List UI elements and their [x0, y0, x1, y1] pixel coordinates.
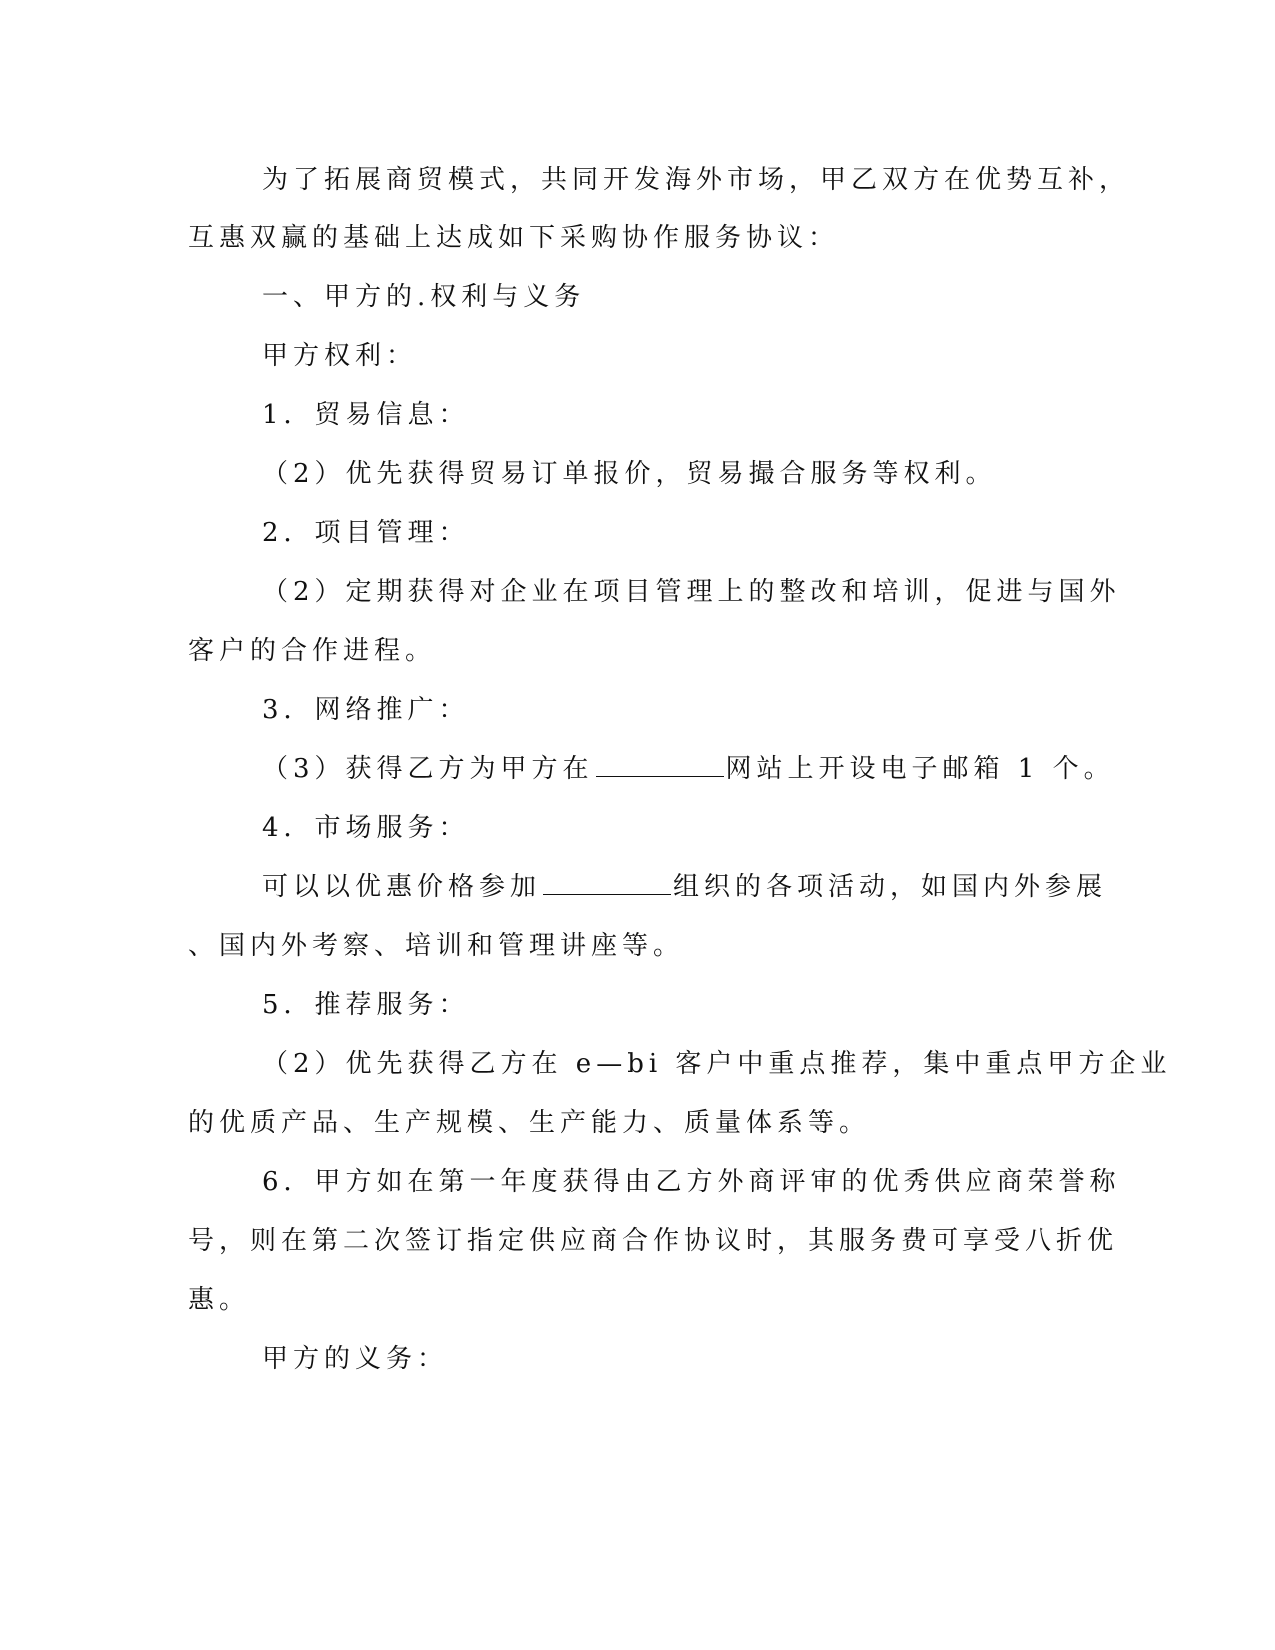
item-market-services: 4．市场服务： [262, 813, 470, 843]
website-blank-field [596, 750, 724, 777]
recommendation-detail-line-2: 的优质产品、生产规模、生产能力、质量体系等。 [188, 1108, 871, 1138]
item-project-management: 2．项目管理： [262, 518, 470, 548]
web-promotion-detail [262, 747, 1162, 791]
trade-info-detail: （2）优先获得贸易订单报价，贸易撮合服务等权利。 [262, 459, 997, 489]
intro-paragraph-line-1: 为了拓展商贸模式，共同开发海外市场，甲乙双方在优势互补， [262, 165, 1131, 195]
intro-paragraph-line-2: 互惠双赢的基础上达成如下采购协作服务协议： [188, 223, 840, 253]
market-line-after: 组织的各项活动，如国内外参展 [673, 872, 1108, 902]
market-line-before: 可以以优惠价格参加 [262, 872, 542, 902]
item-supplier-discount-line-3: 惠。 [188, 1285, 251, 1315]
section-heading-party-a-rights-duties: 一、甲方的.权利与义务 [262, 282, 586, 312]
email-line-before: （3）获得乙方为甲方在 [262, 754, 594, 784]
item-web-promotion: 3．网络推广： [262, 695, 470, 725]
market-services-detail-line-1 [262, 865, 1162, 909]
party-a-rights-heading: 甲方权利： [262, 341, 418, 371]
party-a-duties-heading: 甲方的义务： [262, 1344, 449, 1374]
organizer-blank-field [543, 868, 671, 895]
email-line-after: 网站上开设电子邮箱 1 个。 [725, 754, 1115, 784]
item-supplier-discount-line-1: 6．甲方如在第一年度获得由乙方外商评审的优秀供应商荣誉称 [262, 1167, 1121, 1197]
project-management-detail-line-1: （2）定期获得对企业在项目管理上的整改和培训，促进与国外 [262, 577, 1121, 607]
project-management-detail-line-2: 客户的合作进程。 [188, 636, 437, 666]
item-recommendation-services: 5．推荐服务： [262, 990, 470, 1020]
item-trade-info: 1．贸易信息： [262, 400, 470, 430]
market-services-detail-line-2: 、国内外考察、培训和管理讲座等。 [188, 931, 685, 961]
recommendation-detail-line-1: （2）优先获得乙方在 e—bi 客户中重点推荐，集中重点甲方企业 [262, 1049, 1172, 1079]
item-supplier-discount-line-2: 号，则在第二次签订指定供应商合作协议时，其服务费可享受八折优 [188, 1226, 1119, 1256]
